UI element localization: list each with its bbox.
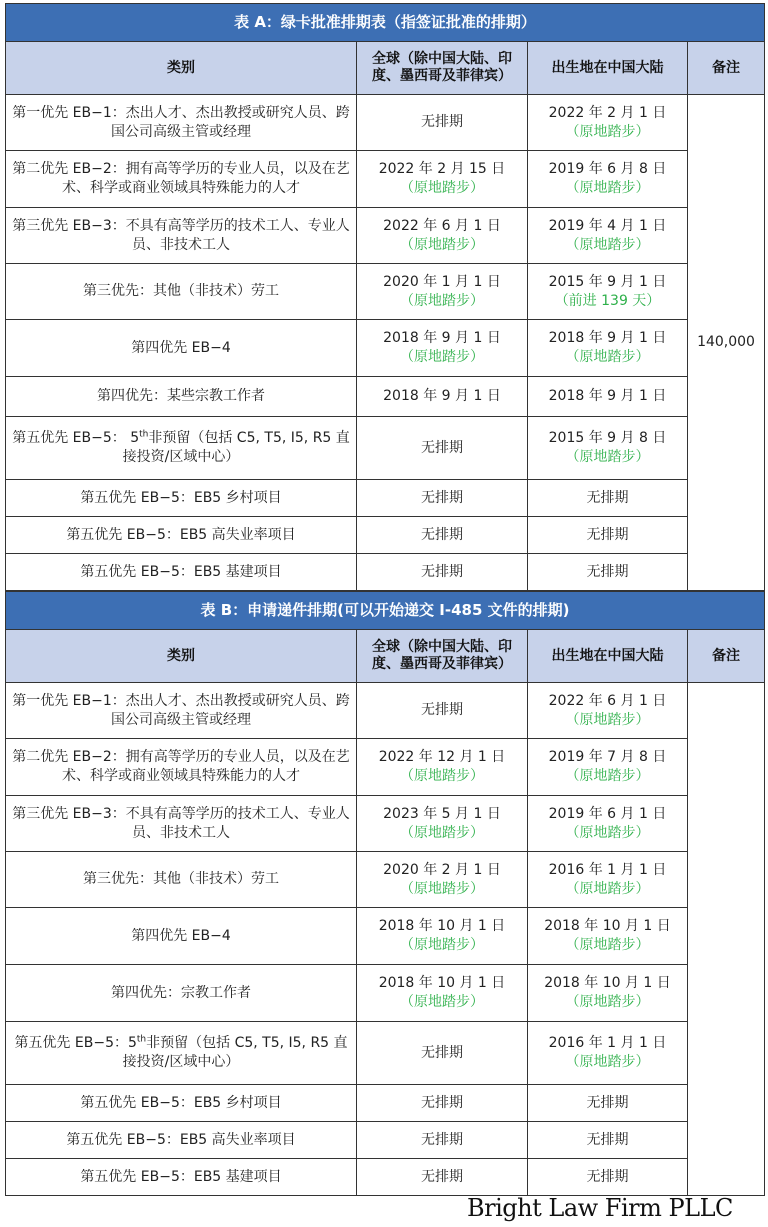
date-text: 2019 年 6 月 1 日 xyxy=(548,805,667,822)
page xyxy=(5,3,764,1196)
category-cell: 第二优先 EB−2：拥有高等学历的专业人员，以及在艺术、科学或商业领域具特殊能力的人才 xyxy=(6,739,357,796)
header-remark: 备注 xyxy=(688,42,765,95)
status-text: （前进 139 天） xyxy=(554,292,661,309)
category-cell: 第三优先：其他（非技术）劳工 xyxy=(6,264,357,320)
status-text: （原地踏步） xyxy=(565,1054,650,1070)
global-cell xyxy=(357,151,528,208)
status-text: （原地踏步） xyxy=(565,768,650,784)
status-text: （原地踏步） xyxy=(400,768,484,784)
table-a-title: 表 A：绿卡批准排期表（指签证批准的排期） xyxy=(6,4,765,42)
table-row xyxy=(6,683,765,739)
header-global: 全球（除中国大陆、印度、墨西哥及菲律宾） xyxy=(357,42,528,95)
status-text: （原地踏步） xyxy=(565,994,650,1010)
date-text: 2015 年 9 月 1 日 xyxy=(548,273,667,290)
date-text: 无排期 xyxy=(586,1131,629,1148)
category-cell: 第四优先：宗教工作者 xyxy=(6,965,357,1022)
category-cell: 第五优先 EB−5：EB5 乡村项目 xyxy=(6,480,357,517)
category-text: th xyxy=(139,429,149,440)
global-cell xyxy=(357,796,528,852)
watermark: Bright Law Firm PLLC xyxy=(467,1194,733,1222)
date-text: 无排期 xyxy=(421,489,463,506)
date-text: 2022 年 2 月 1 日 xyxy=(548,104,667,121)
global-cell xyxy=(357,1022,528,1085)
date-text: 2018 年 10 月 1 日 xyxy=(544,918,671,934)
header-china: 出生地在中国大陆 xyxy=(528,42,688,95)
china-cell xyxy=(528,320,688,377)
status-text: （原地踏步） xyxy=(565,937,650,953)
status-text: （原地踏步） xyxy=(400,937,484,953)
table-row xyxy=(6,95,765,151)
category-text: th xyxy=(136,1034,147,1045)
date-text: 无排期 xyxy=(421,526,463,543)
date-text: 无排期 xyxy=(421,1131,463,1148)
date-text: 2016 年 1 月 1 日 xyxy=(548,861,667,878)
table-row xyxy=(6,320,765,377)
header-category: 类别 xyxy=(6,630,357,683)
table-row xyxy=(6,965,765,1022)
category-cell: 第三优先 EB−3：不具有高等学历的技术工人、专业人员、非技术工人 xyxy=(6,208,357,264)
remark-cell xyxy=(688,683,765,1196)
table-row xyxy=(6,151,765,208)
date-text: 2018 年 10 月 1 日 xyxy=(378,918,506,934)
table-row xyxy=(6,208,765,264)
category-cell: 第四优先 EB−4 xyxy=(6,908,357,965)
table-row xyxy=(6,1085,765,1122)
china-cell xyxy=(528,264,688,320)
category-cell: 第一优先 EB−1：杰出人才、杰出教授或研究人员、跨国公司高级主管或经理 xyxy=(6,95,357,151)
date-text: 2019 年 4 月 1 日 xyxy=(548,217,667,234)
category-cell: 第五优先 EB−5：EB5 高失业率项目 xyxy=(6,1122,357,1159)
global-cell xyxy=(357,208,528,264)
china-cell xyxy=(528,95,688,151)
global-cell xyxy=(357,683,528,739)
date-text: 2022 年 2 月 15 日 xyxy=(378,161,506,177)
china-cell xyxy=(528,908,688,965)
china-cell xyxy=(528,417,688,480)
remark-cell: 140,000 xyxy=(688,95,765,591)
header-remark: 备注 xyxy=(688,630,765,683)
china-cell xyxy=(528,683,688,739)
date-text: 2020 年 2 月 1 日 xyxy=(383,861,501,878)
status-text: （原地踏步） xyxy=(565,880,650,897)
table-row xyxy=(6,377,765,417)
china-cell xyxy=(528,377,688,417)
category-cell: 第五优先 EB−5：EB5 基建项目 xyxy=(6,554,357,591)
table-row xyxy=(6,908,765,965)
date-text: 无排期 xyxy=(421,114,463,130)
date-text: 无排期 xyxy=(586,1094,629,1111)
date-text: 2018 年 9 月 1 日 xyxy=(548,330,667,346)
category-cell: 第五优先 EB−5：EB5 基建项目 xyxy=(6,1159,357,1196)
table-row xyxy=(6,1022,765,1085)
global-cell xyxy=(357,95,528,151)
table-b-title: 表 B：申请递件排期(可以开始递交 I-485 文件的排期) xyxy=(6,592,765,630)
category-cell: 第四优先：某些宗教工作者 xyxy=(6,377,357,417)
date-text: 无排期 xyxy=(421,1044,463,1061)
table-row xyxy=(6,739,765,796)
date-text: 2019 年 6 月 8 日 xyxy=(548,161,667,177)
status-text: （原地踏步） xyxy=(565,180,650,196)
global-cell xyxy=(357,1122,528,1159)
date-text: 2018 年 9 月 1 日 xyxy=(383,330,501,346)
china-cell xyxy=(528,739,688,796)
china-cell xyxy=(528,1022,688,1085)
header-global: 全球（除中国大陆、印度、墨西哥及菲律宾） xyxy=(357,630,528,683)
china-cell xyxy=(528,1122,688,1159)
global-cell xyxy=(357,517,528,554)
global-cell xyxy=(357,264,528,320)
table-b xyxy=(5,591,765,1196)
status-text: （原地踏步） xyxy=(565,236,650,253)
date-text: 2018 年 10 月 1 日 xyxy=(544,975,671,991)
category-cell: 第五优先 EB−5：EB5 乡村项目 xyxy=(6,1085,357,1122)
category-text: 第五优先 EB−5：5 xyxy=(14,1035,137,1051)
china-cell xyxy=(528,965,688,1022)
date-text: 2018 年 10 月 1 日 xyxy=(378,975,506,991)
category-cell: 第三优先 EB−3：不具有高等学历的技术工人、专业人员、非技术工人 xyxy=(6,796,357,852)
table-row xyxy=(6,480,765,517)
date-text: 2018 年 9 月 1 日 xyxy=(383,388,501,404)
category-text: 非预留（包括 C5, T5, I5, R5 直接投资/区域中心） xyxy=(122,1035,348,1070)
status-text: （原地踏步） xyxy=(400,880,484,897)
category-cell: 第一优先 EB−1：杰出人才、杰出教授或研究人员、跨国公司高级主管或经理 xyxy=(6,683,357,739)
status-text: （原地踏步） xyxy=(400,994,484,1010)
date-text: 无排期 xyxy=(421,1168,463,1185)
date-text: 2018 年 9 月 1 日 xyxy=(548,388,667,404)
date-text: 2016 年 1 月 1 日 xyxy=(548,1035,667,1051)
global-cell xyxy=(357,908,528,965)
status-text: （原地踏步） xyxy=(565,123,650,140)
global-cell xyxy=(357,965,528,1022)
date-text: 2019 年 7 月 8 日 xyxy=(548,749,667,765)
category-text: 非预留（包括 C5, T5, I5, R5 直接投资/区域中心） xyxy=(122,430,350,465)
table-a xyxy=(5,3,765,591)
header-category: 类别 xyxy=(6,42,357,95)
table-row xyxy=(6,554,765,591)
date-text: 2022 年 6 月 1 日 xyxy=(383,217,501,234)
global-cell xyxy=(357,554,528,591)
global-cell xyxy=(357,1159,528,1196)
global-cell xyxy=(357,852,528,908)
category-cell xyxy=(6,1022,357,1085)
china-cell xyxy=(528,796,688,852)
status-text: （原地踏步） xyxy=(400,349,484,365)
table-row xyxy=(6,1122,765,1159)
global-cell xyxy=(357,417,528,480)
date-text: 无排期 xyxy=(421,563,463,580)
category-text: 第五优先 EB−5： 5 xyxy=(12,430,140,446)
status-text: （原地踏步） xyxy=(400,236,484,253)
global-cell xyxy=(357,480,528,517)
table-row xyxy=(6,517,765,554)
date-text: 2015 年 9 月 8 日 xyxy=(548,430,667,446)
china-cell xyxy=(528,480,688,517)
status-text: （原地踏步） xyxy=(565,449,650,465)
china-cell xyxy=(528,517,688,554)
category-cell: 第三优先：其他（非技术）劳工 xyxy=(6,852,357,908)
category-cell xyxy=(6,417,357,480)
global-cell xyxy=(357,739,528,796)
table-row xyxy=(6,417,765,480)
china-cell xyxy=(528,554,688,591)
china-cell xyxy=(528,1085,688,1122)
date-text: 2022 年 12 月 1 日 xyxy=(378,749,506,765)
date-text: 无排期 xyxy=(586,1168,629,1185)
china-cell xyxy=(528,852,688,908)
header-china: 出生地在中国大陆 xyxy=(528,630,688,683)
global-cell xyxy=(357,320,528,377)
date-text: 2023 年 5 月 1 日 xyxy=(383,805,501,822)
date-text: 2020 年 1 月 1 日 xyxy=(383,273,501,290)
category-cell: 第五优先 EB−5：EB5 高失业率项目 xyxy=(6,517,357,554)
global-cell xyxy=(357,377,528,417)
category-cell: 第四优先 EB−4 xyxy=(6,320,357,377)
global-cell xyxy=(357,1085,528,1122)
date-text: 无排期 xyxy=(586,563,629,580)
china-cell xyxy=(528,1159,688,1196)
status-text: （原地踏步） xyxy=(400,180,484,196)
table-row xyxy=(6,796,765,852)
date-text: 无排期 xyxy=(421,702,463,718)
china-cell xyxy=(528,151,688,208)
status-text: （原地踏步） xyxy=(565,349,650,365)
table-row xyxy=(6,1159,765,1196)
status-text: （原地踏步） xyxy=(565,711,650,728)
date-text: 无排期 xyxy=(421,439,463,456)
date-text: 无排期 xyxy=(586,489,629,506)
date-text: 2022 年 6 月 1 日 xyxy=(548,692,667,709)
date-text: 无排期 xyxy=(586,526,629,543)
category-cell: 第二优先 EB−2：拥有高等学历的专业人员，以及在艺术、科学或商业领域具特殊能力的人才 xyxy=(6,151,357,208)
status-text: （原地踏步） xyxy=(400,824,484,841)
status-text: （原地踏步） xyxy=(565,824,650,841)
china-cell xyxy=(528,208,688,264)
date-text: 无排期 xyxy=(421,1094,463,1111)
table-row xyxy=(6,852,765,908)
table-row xyxy=(6,264,765,320)
status-text: （原地踏步） xyxy=(400,292,484,309)
